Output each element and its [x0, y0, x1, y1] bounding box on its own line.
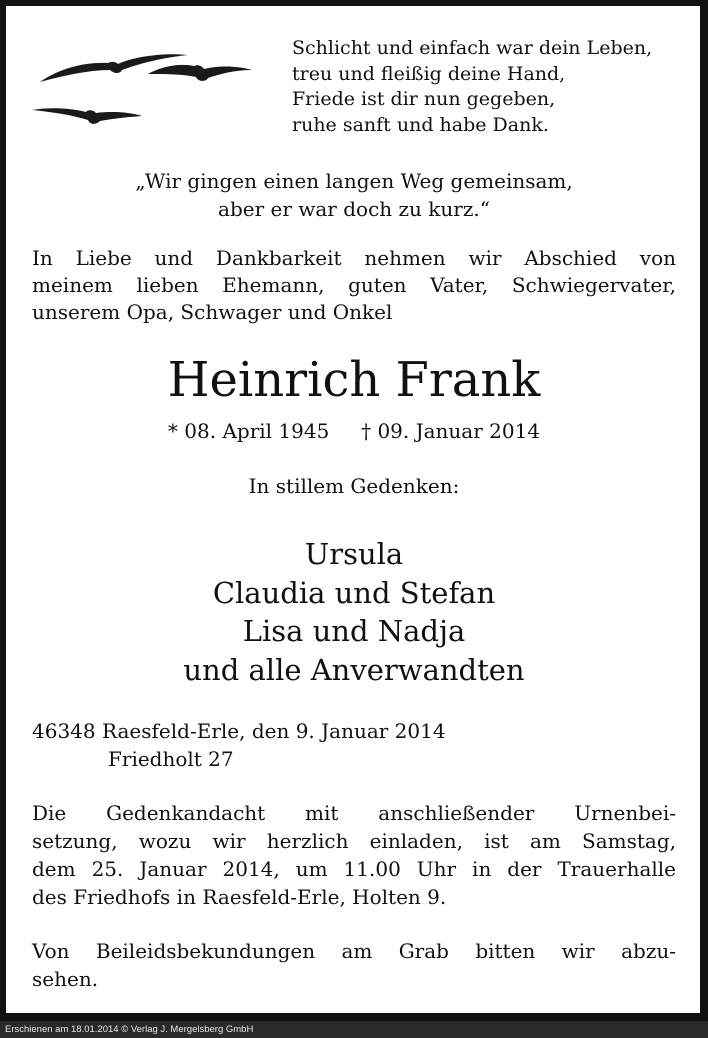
service-line: Die Gedenkandacht mit anschließender Urnenbei-	[32, 801, 676, 825]
poem	[292, 36, 652, 138]
quote-line: „Wir gingen einen langen Weg gemeinsam,	[135, 169, 573, 193]
poem-line: treu und fleißig deine Hand,	[292, 62, 566, 85]
condolence-line: sehen.	[32, 967, 99, 991]
quote	[20, 167, 688, 223]
life-dates: * 08. April 1945 † 09. Januar 2014	[167, 419, 541, 443]
poem-line: Schlicht und einfach war dein Leben,	[292, 37, 653, 59]
service-line: setzung, wozu wir herzlich einladen, ist am Samstag,	[32, 829, 676, 853]
publication-footer	[0, 1021, 708, 1038]
intro-line: meinem lieben Ehemann, guten Vater, Schwiegervater,	[32, 273, 676, 297]
seagulls-illustration	[30, 46, 270, 136]
service-line: dem 25. Januar 2014, um 11.00 Uhr in der Trauerhalle	[32, 857, 676, 881]
quote-line: aber er war doch zu kurz.“	[218, 197, 490, 221]
seagull-2	[148, 65, 252, 81]
seagull-3	[32, 108, 142, 124]
place-and-date	[32, 717, 446, 773]
footer-text: Erschienen am 18.01.2014 © Verlag J. Mergelsberg GmbH	[5, 1024, 254, 1035]
deceased-name: Heinrich Frank	[167, 352, 541, 408]
condolence-note	[32, 937, 676, 993]
intro-line: In Liebe und Dankbarkeit nehmen wir Abschied von	[32, 246, 676, 270]
family-line: Ursula	[304, 537, 404, 571]
family-names	[0, 535, 708, 689]
intro-text	[32, 245, 676, 326]
family-line: Lisa und Nadja	[242, 614, 466, 648]
poem-line: Friede ist dir nun gegeben,	[292, 88, 556, 110]
street-address: Friedholt 27	[108, 747, 234, 771]
family-line: Claudia und Stefan	[212, 575, 496, 610]
family-line: und alle Anverwandten	[183, 652, 525, 687]
city-date: 46348 Raesfeld-Erle, den 9. Januar 2014	[32, 719, 446, 743]
memory-heading: In stillem Gedenken:	[248, 474, 460, 498]
service-info	[32, 799, 676, 911]
intro-line: unserem Opa, Schwager und Onkel	[32, 300, 393, 324]
poem-line: ruhe sanft und habe Dank.	[292, 113, 549, 136]
service-line: des Friedhofs in Raesfeld-Erle, Holten 9.	[32, 885, 447, 909]
condolence-line: Von Beileidsbekundungen am Grab bitten wir abzu-	[32, 939, 676, 963]
